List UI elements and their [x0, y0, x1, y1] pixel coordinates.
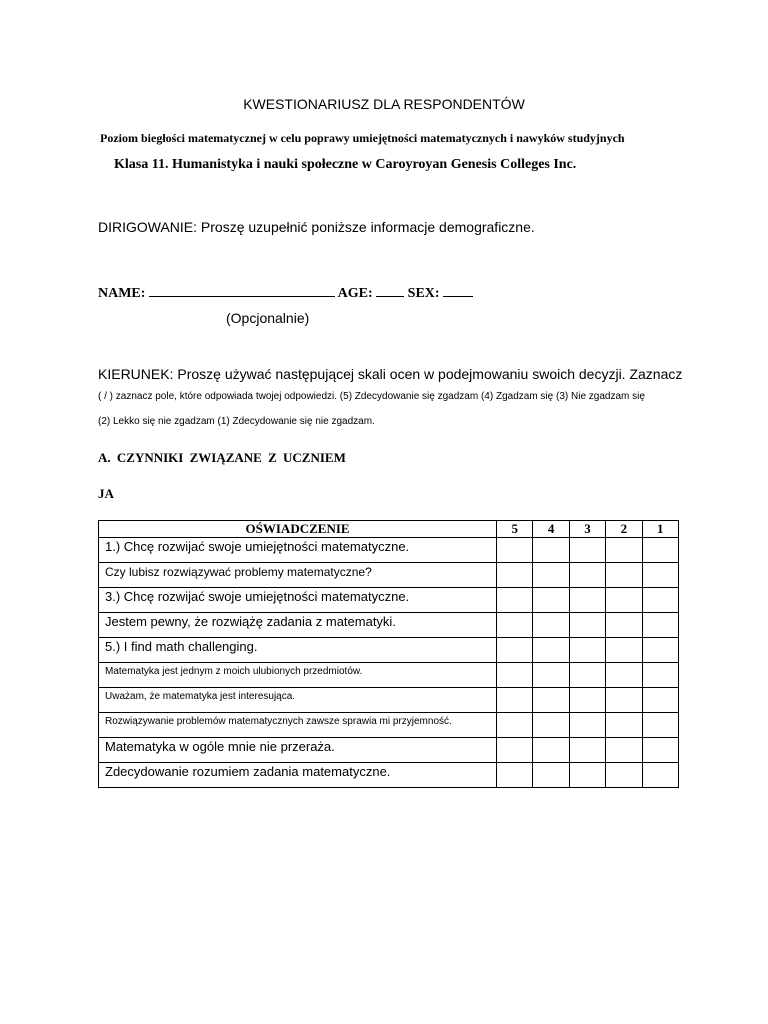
table-row	[99, 538, 679, 563]
statement-cell: Matematyka w ogóle mnie nie przeraża.	[99, 738, 497, 763]
scale-header-3: 3	[569, 521, 605, 538]
table-row	[99, 713, 679, 738]
table-row	[99, 638, 679, 663]
rating-cell-2[interactable]	[606, 713, 642, 738]
rating-cell-4[interactable]	[533, 638, 569, 663]
sex-label: SEX:	[407, 286, 440, 301]
table-row	[99, 588, 679, 613]
table-header-row	[99, 521, 679, 538]
rating-cell-2[interactable]	[606, 663, 642, 688]
rating-cell-3[interactable]	[569, 763, 605, 788]
rating-cell-1[interactable]	[642, 738, 678, 763]
statement-cell: 1.) Chcę rozwijać swoje umiejętności matematyczne.	[99, 538, 497, 563]
rating-cell-4[interactable]	[533, 738, 569, 763]
rating-cell-3[interactable]	[569, 713, 605, 738]
rating-cell-3[interactable]	[569, 738, 605, 763]
rating-cell-5[interactable]	[497, 738, 533, 763]
age-label: AGE:	[337, 286, 373, 301]
rating-cell-5[interactable]	[497, 538, 533, 563]
rating-cell-5[interactable]	[497, 713, 533, 738]
rating-cell-2[interactable]	[606, 763, 642, 788]
rating-cell-1[interactable]	[642, 638, 678, 663]
scale-header-1: 1	[642, 521, 678, 538]
rating-cell-5[interactable]	[497, 688, 533, 713]
table-row	[99, 738, 679, 763]
page-title: KWESTIONARIUSZ DLA RESPONDENTÓW	[243, 96, 525, 112]
optional-note: (Opcjonalnie)	[226, 310, 310, 326]
rating-table	[98, 520, 679, 788]
rating-cell-5[interactable]	[497, 638, 533, 663]
rating-cell-5[interactable]	[497, 613, 533, 638]
age-field[interactable]	[376, 283, 404, 297]
sex-field[interactable]	[443, 283, 473, 297]
rating-cell-2[interactable]	[606, 613, 642, 638]
statement-cell: 5.) I find math challenging.	[99, 638, 497, 663]
rating-cell-1[interactable]	[642, 688, 678, 713]
rating-cell-4[interactable]	[533, 688, 569, 713]
rating-cell-2[interactable]	[606, 738, 642, 763]
rating-cell-5[interactable]	[497, 763, 533, 788]
instructions-line-1: KIERUNEK: Proszę używać następującej skali ocen w podejmowaniu swoich decyzji. Zaznacz	[98, 366, 683, 382]
rating-cell-5[interactable]	[497, 663, 533, 688]
rating-cell-1[interactable]	[642, 563, 678, 588]
statement-cell: Czy lubisz rozwiązywać problemy matematyczne?	[99, 563, 497, 588]
section-heading: A. CZYNNIKI ZWIĄZANE Z UCZNIEM	[98, 450, 346, 465]
rating-cell-4[interactable]	[533, 663, 569, 688]
rating-cell-2[interactable]	[606, 538, 642, 563]
rating-cell-4[interactable]	[533, 613, 569, 638]
table-row	[99, 613, 679, 638]
rating-cell-3[interactable]	[569, 588, 605, 613]
rating-cell-4[interactable]	[533, 538, 569, 563]
rating-cell-4[interactable]	[533, 713, 569, 738]
statement-cell: Uważam, że matematyka jest interesująca.	[99, 688, 497, 713]
rating-cell-1[interactable]	[642, 538, 678, 563]
rating-cell-4[interactable]	[533, 763, 569, 788]
rating-cell-4[interactable]	[533, 563, 569, 588]
section-subheading: JA	[98, 486, 114, 501]
rating-cell-5[interactable]	[497, 563, 533, 588]
rating-cell-1[interactable]	[642, 713, 678, 738]
rating-cell-3[interactable]	[569, 663, 605, 688]
rating-cell-3[interactable]	[569, 563, 605, 588]
rating-cell-3[interactable]	[569, 638, 605, 663]
rating-cell-3[interactable]	[569, 613, 605, 638]
statement-cell: Rozwiązywanie problemów matematycznych zawsze sprawia mi przyjemność.	[99, 713, 497, 738]
rating-cell-2[interactable]	[606, 588, 642, 613]
demographics-line	[98, 283, 473, 302]
scale-header-4: 4	[533, 521, 569, 538]
rating-table-body	[99, 538, 679, 788]
scale-header-5: 5	[497, 521, 533, 538]
statement-cell: 3.) Chcę rozwijać swoje umiejętności matematyczne.	[99, 588, 497, 613]
table-row	[99, 763, 679, 788]
rating-cell-1[interactable]	[642, 763, 678, 788]
rating-cell-1[interactable]	[642, 663, 678, 688]
statement-header: OŚWIADCZENIE	[99, 521, 497, 538]
rating-cell-2[interactable]	[606, 563, 642, 588]
scale-header-2: 2	[606, 521, 642, 538]
page-subtitle: Poziom biegłości matematycznej w celu poprawy umiejętności matematycznych i nawyków studyjnych	[100, 131, 625, 145]
instructions-line-3: (2) Lekko się nie zgadzam (1) Zdecydowanie się nie zgadzam.	[98, 416, 375, 427]
rating-cell-3[interactable]	[569, 688, 605, 713]
name-label: NAME:	[98, 286, 146, 301]
rating-cell-4[interactable]	[533, 588, 569, 613]
rating-cell-1[interactable]	[642, 588, 678, 613]
name-field[interactable]	[149, 283, 335, 297]
statement-cell: Matematyka jest jednym z moich ulubionych przedmiotów.	[99, 663, 497, 688]
directive-text: DIRIGOWANIE: Proszę uzupełnić poniższe informacje demograficzne.	[98, 219, 535, 235]
statement-cell: Zdecydowanie rozumiem zadania matematyczne.	[99, 763, 497, 788]
rating-cell-2[interactable]	[606, 638, 642, 663]
rating-cell-5[interactable]	[497, 588, 533, 613]
rating-cell-3[interactable]	[569, 538, 605, 563]
table-row	[99, 663, 679, 688]
table-row	[99, 563, 679, 588]
rating-cell-1[interactable]	[642, 613, 678, 638]
class-line: Klasa 11. Humanistyka i nauki społeczne w Caroyroyan Genesis Colleges Inc.	[114, 157, 577, 172]
rating-cell-2[interactable]	[606, 688, 642, 713]
statement-cell: Jestem pewny, że rozwiążę zadania z matematyki.	[99, 613, 497, 638]
table-row	[99, 688, 679, 713]
instructions-line-2: ( / ) zaznacz pole, które odpowiada twojej odpowiedzi. (5) Zdecydowanie się zgadzam (4) Zgadzam się (3) Nie zgadzam się	[98, 391, 645, 402]
